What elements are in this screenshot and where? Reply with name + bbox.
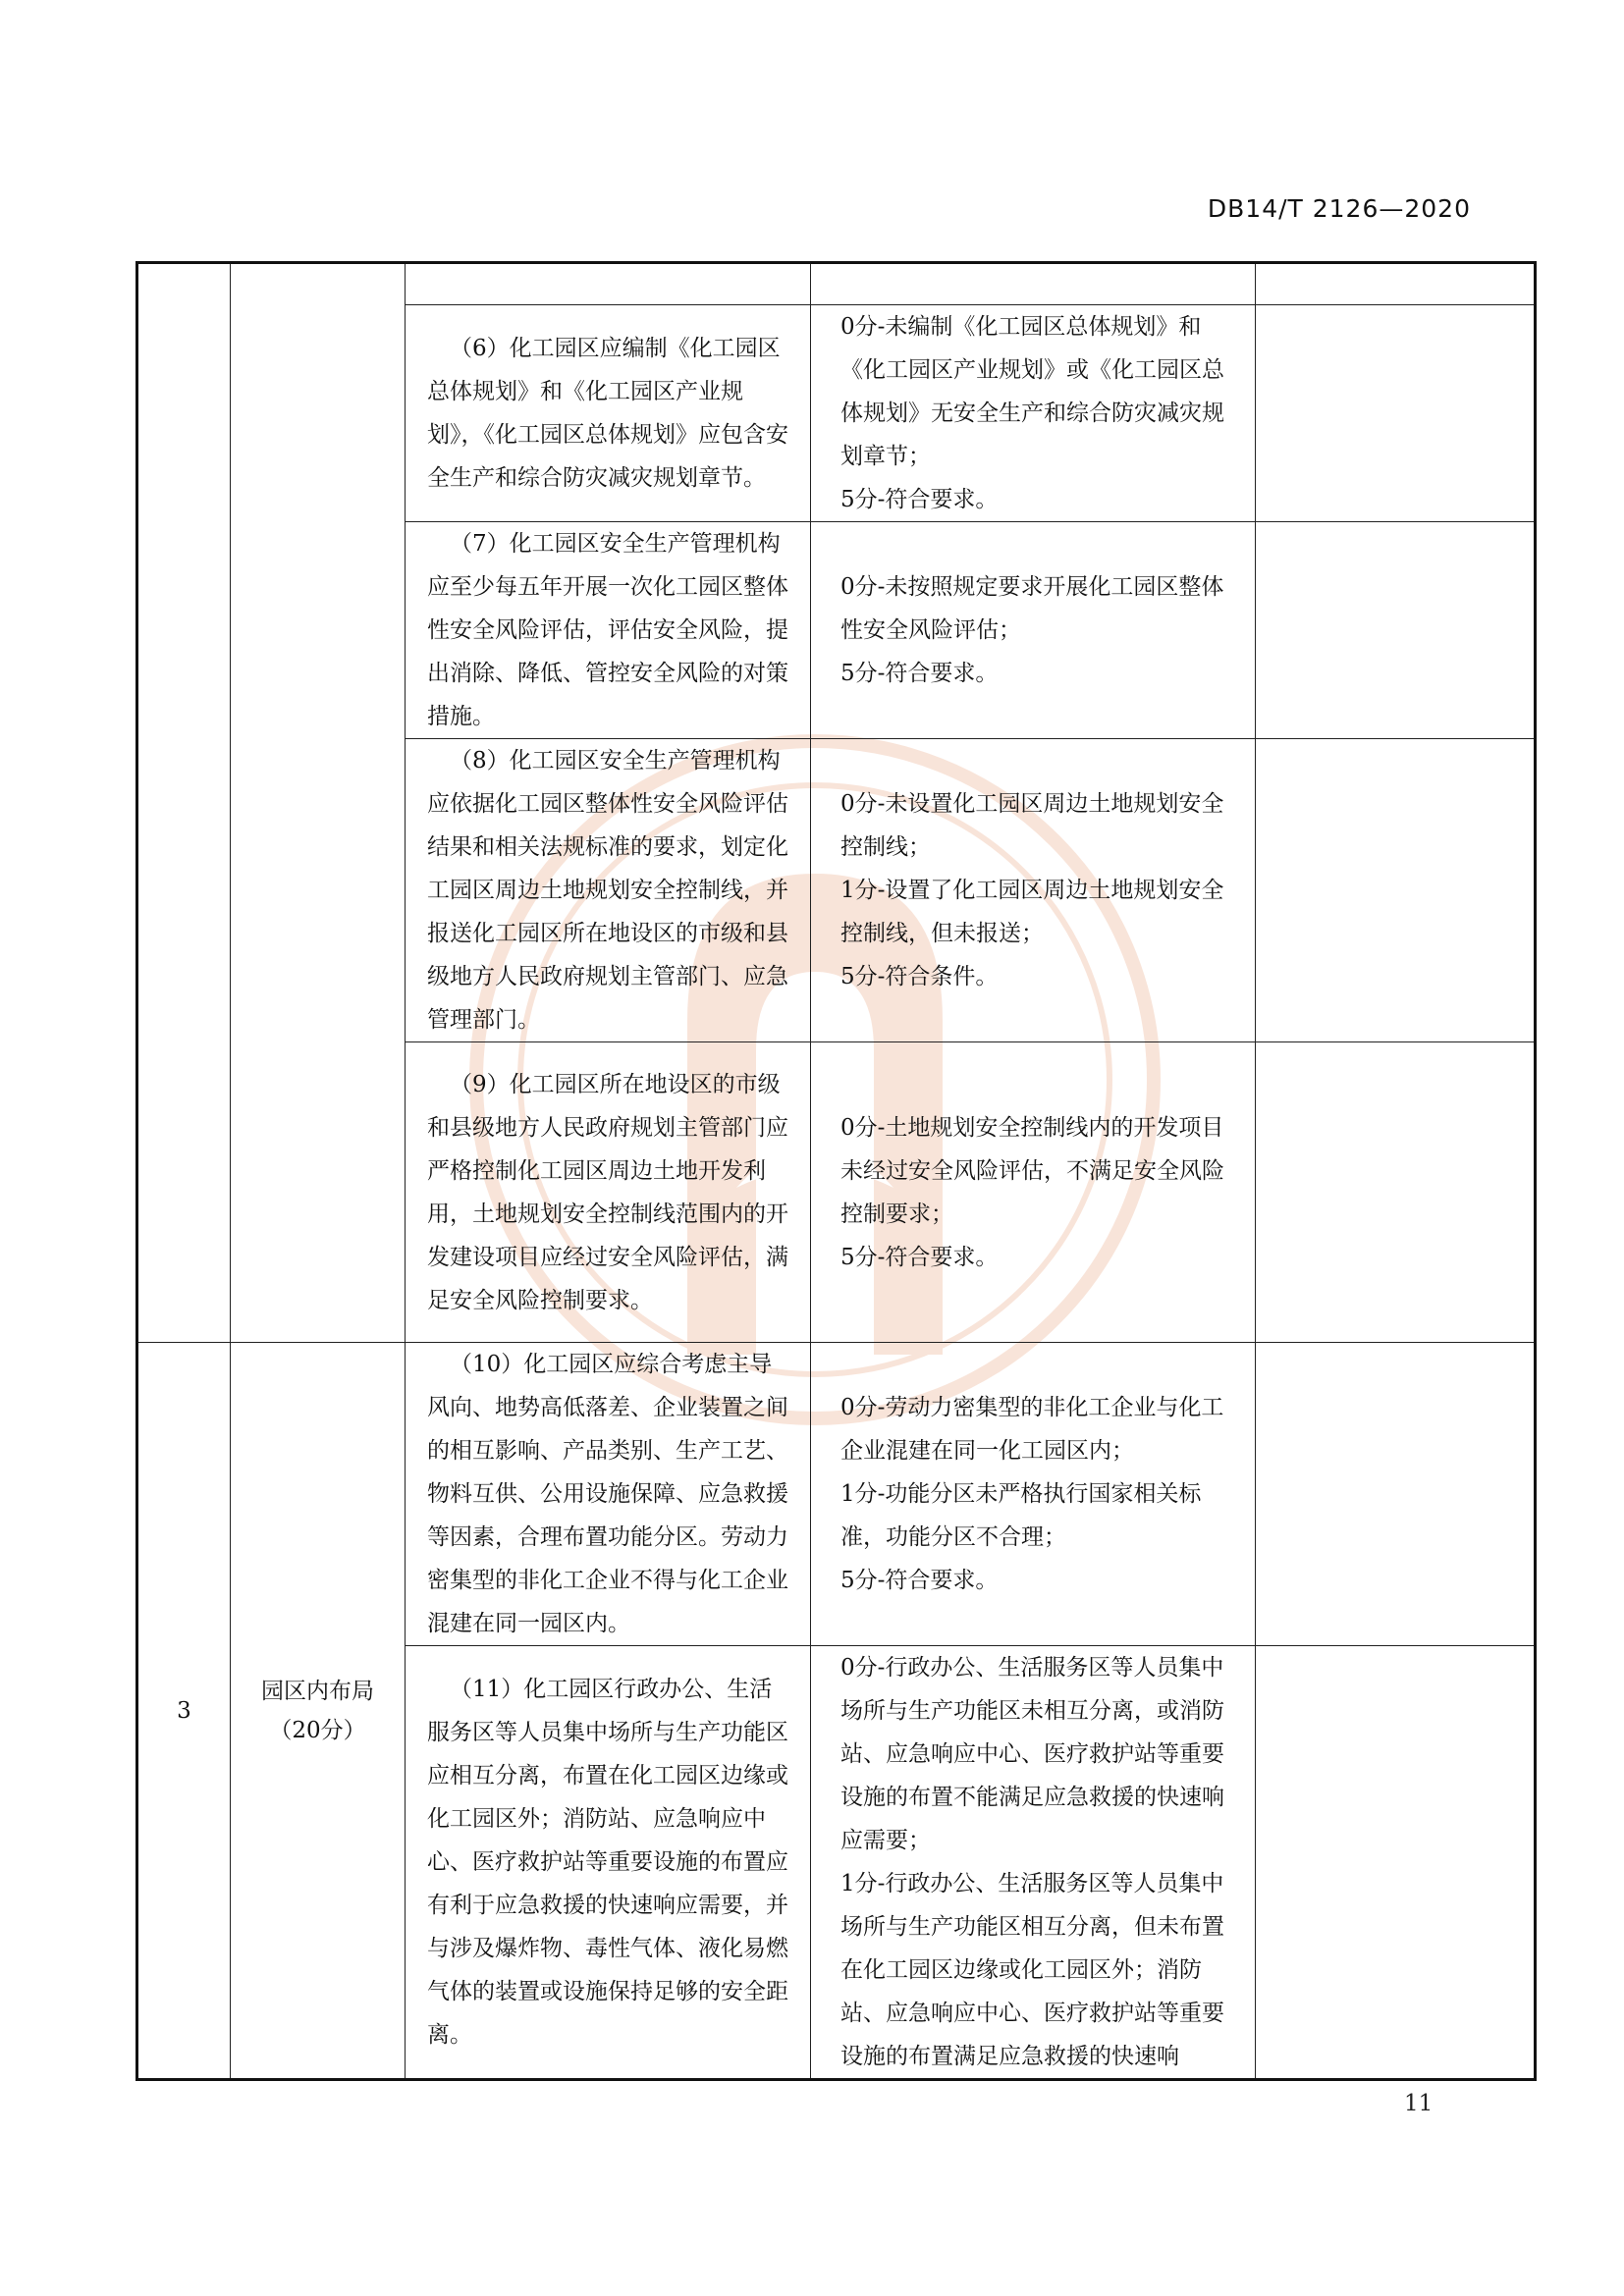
note-cell bbox=[1256, 1646, 1536, 2080]
row-number-cell bbox=[137, 263, 231, 1343]
scoring-line: 0分-土地规划安全控制线内的开发项目未经过安全风险评估，不满足安全风险控制要求； bbox=[840, 1114, 1224, 1227]
scoring-line: 5分-符合要求。 bbox=[840, 661, 999, 686]
scoring-cell bbox=[811, 739, 1256, 1042]
scoring-cell bbox=[811, 1343, 1256, 1646]
table-row bbox=[137, 263, 1536, 305]
scoring-line: 5分-符合要求。 bbox=[840, 1244, 999, 1270]
scoring-line: 0分-行政办公、生活服务区等人员集中场所与生产功能区未相互分离，或消防站、应急响应中心、医疗救护站等重要设施的布置不能满足应急救援的快速响应需要； bbox=[840, 1655, 1224, 1853]
scoring-cell bbox=[811, 1646, 1256, 2080]
scoring-line: 1分-行政办公、生活服务区等人员集中场所与生产功能区相互分离，但未布置在化工园区边缘或化工园区外；消防站、应急响应中心、医疗救护站等重要设施的布置满足应急救援的快速响 bbox=[840, 1871, 1224, 2069]
evaluation-table bbox=[135, 261, 1537, 2081]
scoring-line: 5分-符合要求。 bbox=[840, 487, 999, 512]
scoring-line: 1分-设置了化工园区周边土地规划安全控制线，但未报送； bbox=[840, 878, 1224, 946]
scoring-cell bbox=[811, 522, 1256, 739]
requirement-cell: （10）化工园区应综合考虑主导风向、地势高低落差、企业装置之间的相互影响、产品类别、生产工艺、物料互供、公用设施保障、应急救援等因素，合理布置功能分区。劳动力密集型的非化工企业不得与化工企业混建在同一园区内。 bbox=[406, 1343, 811, 1646]
page-number: 11 bbox=[1404, 2091, 1434, 2116]
item-cell bbox=[231, 263, 406, 1343]
requirement-cell: （7）化工园区安全生产管理机构应至少每五年开展一次化工园区整体性安全风险评估，评估安全风险，提出消除、降低、管控安全风险的对策措施。 bbox=[406, 522, 811, 739]
scoring-line: 1分-功能分区未严格执行国家相关标准，功能分区不合理； bbox=[840, 1481, 1202, 1550]
scoring-cell bbox=[811, 1042, 1256, 1343]
scoring-line: 0分-未编制《化工园区总体规划》和《化工园区产业规划》或《化工园区总体规划》无安全生产和综合防灾减灾规划章节； bbox=[840, 314, 1224, 469]
scoring-line: 0分-未按照规定要求开展化工园区整体性安全风险评估； bbox=[840, 574, 1224, 643]
scoring-line: 5分-符合条件。 bbox=[840, 964, 999, 989]
requirement-cell: （6）化工园区应编制《化工园区总体规划》和《化工园区产业规划》，《化工园区总体规划》应包含安全生产和综合防灾减灾规划章节。 bbox=[406, 305, 811, 522]
row-number-cell: 3 bbox=[137, 1343, 231, 2080]
requirement-cell bbox=[406, 263, 811, 305]
scoring-line: 0分-未设置化工园区周边土地规划安全控制线； bbox=[840, 791, 1224, 860]
scoring-line: 5分-符合要求。 bbox=[840, 1568, 999, 1593]
note-cell bbox=[1256, 739, 1536, 1042]
note-cell bbox=[1256, 522, 1536, 739]
note-cell bbox=[1256, 263, 1536, 305]
requirement-cell: （9）化工园区所在地设区的市级和县级地方人民政府规划主管部门应严格控制化工园区周边土地开发利用，土地规划安全控制线范围内的开发建设项目应经过安全风险评估，满足安全风险控制要求。 bbox=[406, 1042, 811, 1343]
note-cell bbox=[1256, 305, 1536, 522]
item-score: （20分） bbox=[269, 1717, 366, 1743]
item-name: 园区内布局 bbox=[261, 1678, 374, 1704]
note-cell bbox=[1256, 1343, 1536, 1646]
requirement-cell: （8）化工园区安全生产管理机构应依据化工园区整体性安全风险评估结果和相关法规标准的要求，划定化工园区周边土地规划安全控制线，并报送化工园区所在地设区的市级和县级地方人民政府规划主管部门、应急管理部门。 bbox=[406, 739, 811, 1042]
scoring-cell bbox=[811, 305, 1256, 522]
note-cell bbox=[1256, 1042, 1536, 1343]
scoring-line: 0分-劳动力密集型的非化工企业与化工企业混建在同一化工园区内； bbox=[840, 1395, 1224, 1464]
scoring-cell bbox=[811, 263, 1256, 305]
table-row bbox=[137, 1343, 1536, 1646]
item-cell bbox=[231, 1343, 406, 2080]
requirement-cell: （11）化工园区行政办公、生活服务区等人员集中场所与生产功能区应相互分离，布置在化工园区边缘或化工园区外；消防站、应急响应中心、医疗救护站等重要设施的布置应有利于应急救援的快速响应需要，并与涉及爆炸物、毒性气体、液化易燃气体的装置或设施保持足够的安全距离。 bbox=[406, 1646, 811, 2080]
standard-code: DB14/T 2126—2020 bbox=[1207, 194, 1471, 223]
